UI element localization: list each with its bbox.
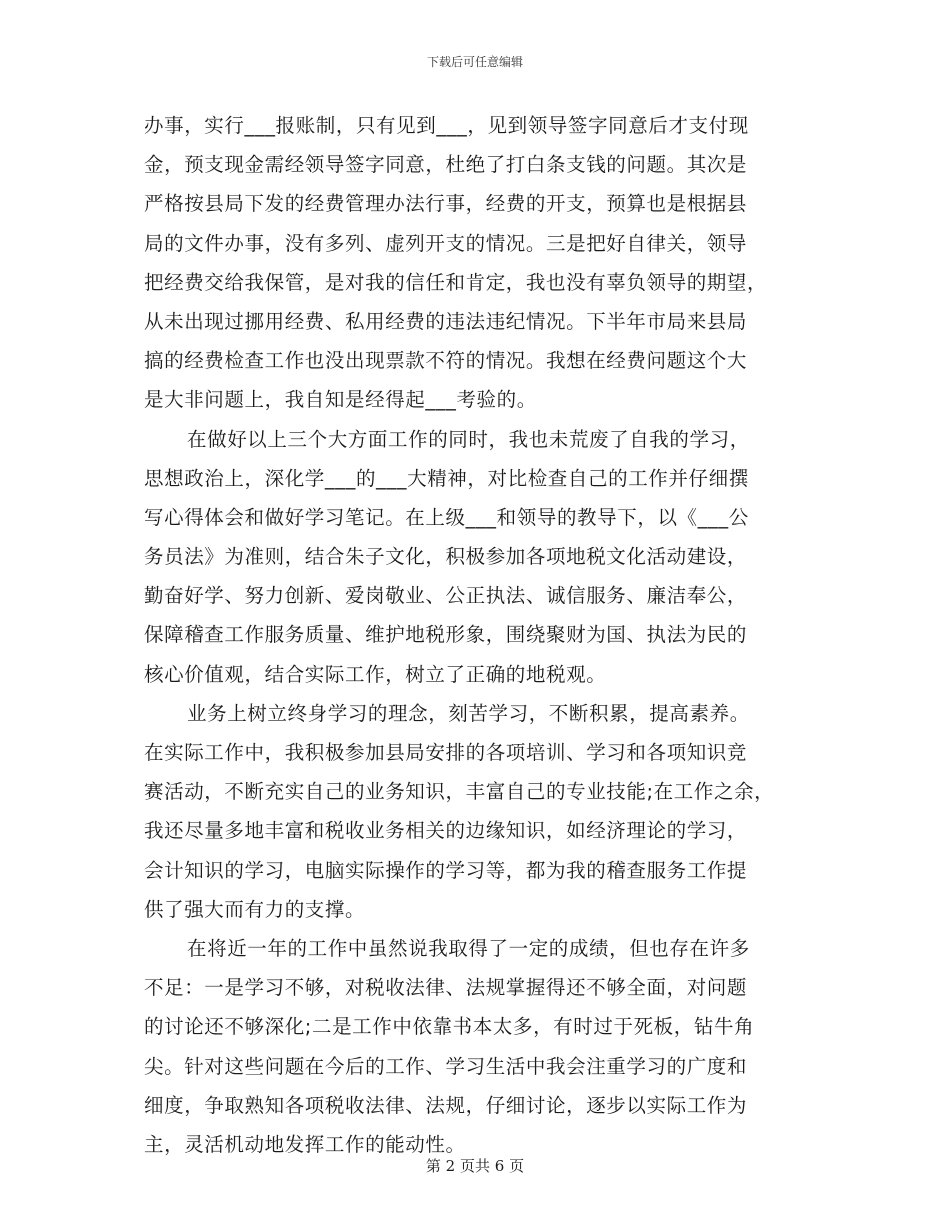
text-line: 务员法》为准则，结合朱子文化，积极参加各项地税文化活动建设， <box>144 545 748 569</box>
text-line: 搞的经费检查工作也没出现票款不符的情况。我想在经费问题这个大 <box>144 349 748 373</box>
text-line: 不足：一是学习不够，对税收法律、法规掌握得还不够全面，对问题 <box>144 976 748 1000</box>
paragraph-start-line: 业务上树立终身学习的理念，刻苦学习，不断积累，提高素养。 <box>187 701 750 725</box>
text-line: 从未出现过挪用经费、私用经费的违法违纪情况。下半年市局来县局 <box>144 309 748 333</box>
text-line: 赛活动，不断充实自己的业务知识，丰富自己的专业技能;在工作之余， <box>144 780 775 804</box>
text-line: 尖。针对这些问题在今后的工作、学习生活中我会注重学习的广度和 <box>144 1054 748 1078</box>
text-line: 保障稽查工作服务质量、维护地税形象，围绕聚财为国、执法为民的 <box>144 623 748 647</box>
text-line: 核心价值观，结合实际工作，树立了正确的地税观。 <box>144 662 607 686</box>
page-header: 下载后可任意编辑 <box>426 55 523 69</box>
text-line: 会计知识的学习，电脑实际操作的学习等，都为我的稽查服务工作提 <box>144 858 748 882</box>
text-line: 的讨论还不够深化;二是工作中依靠书本太多，有时过于死板，钻牛角 <box>144 1015 755 1039</box>
text-line: 局的文件办事，没有多列、虚列开支的情况。三是把好自律关，领导 <box>144 231 748 255</box>
text-line: 我还尽量多地丰富和税收业务相关的边缘知识，如经济理论的学习， <box>144 819 748 843</box>
text-line: 勤奋好学、努力创新、爱岗敬业、公正执法、诚信服务、廉洁奉公， <box>144 584 748 608</box>
page-footer: 第 2 页共 6 页 <box>425 1157 525 1175</box>
text-line: 供了强大而有力的支撑。 <box>144 897 366 921</box>
text-line: 金，预支现金需经领导签字同意，杜绝了打白条支钱的问题。其次是 <box>144 153 748 177</box>
text-line: 是大非问题上，我自知是经得起___考验的。 <box>144 388 537 412</box>
paragraph-start-line: 在做好以上三个大方面工作的同时，我也未荒废了自我的学习， <box>187 427 750 451</box>
text-line: 细度，争取熟知各项税收法律、法规，仔细讨论，逐步以实际工作为 <box>144 1093 748 1117</box>
text-line: 写心得体会和做好学习笔记。在上级___和领导的教导下，以《___公 <box>144 505 749 529</box>
text-line: 思想政治上，深化学___的___大精神，对比检查自己的工作并仔细撰 <box>144 466 749 490</box>
text-line: 把经费交给我保管，是对我的信任和肯定，我也没有辜负领导的期望， <box>144 270 768 294</box>
text-line: 严格按县局下发的经费管理办法行事，经费的开支，预算也是根据县 <box>144 192 748 216</box>
text-line: 在实际工作中，我积极参加县局安排的各项培训、学习和各项知识竞 <box>144 741 748 764</box>
text-line: 主，灵活机动地发挥工作的能动性。 <box>144 1132 466 1156</box>
paragraph-start-line: 在将近一年的工作中虽然说我取得了一定的成绩，但也存在许多 <box>187 936 750 960</box>
text-line: 办事，实行___报账制，只有见到___，见到领导签字同意后才支付现 <box>144 114 749 137</box>
document-body <box>144 106 816 1164</box>
